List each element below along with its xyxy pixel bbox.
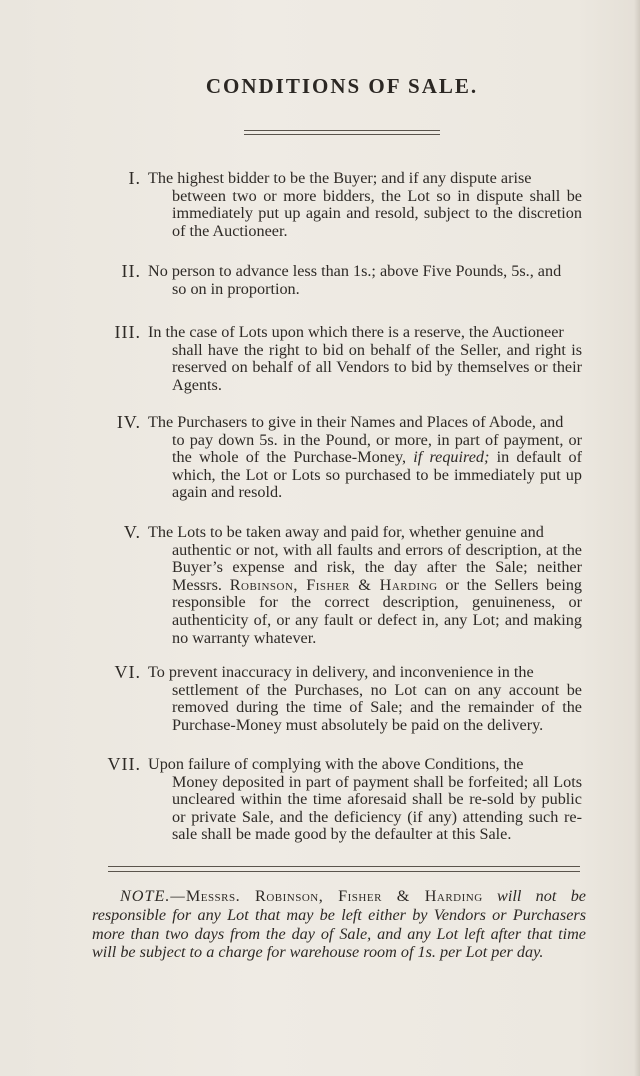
condition-text: [148, 756, 582, 844]
condition-rest: [148, 542, 582, 648]
condition-first-line: In the case of Lots upon which there is a reserve, the Auctioneer: [148, 323, 564, 341]
title-divider: [244, 130, 440, 135]
condition-numeral: I.: [128, 168, 141, 188]
condition-first-line: The Lots to be taken away and paid for, whether genuine and: [148, 523, 544, 541]
condition-rest-part: or the Sellers being responsible for the correct description, genuineness, or authenticity of, or any fault or defect in, any Lot; and making no warranty whatever.: [172, 575, 583, 647]
condition-first-line: Upon failure of complying with the above Conditions, the: [148, 755, 524, 773]
condition-text: [148, 524, 582, 647]
condition-rest: shall have the right to bid on behalf of the Seller, and right is reserved on behalf of all Vendors to bid by themselves or their Agents.: [172, 340, 582, 394]
condition-first-line: No person to advance less than 1s.; above Five Pounds, 5s., and: [148, 262, 562, 280]
page-title: CONDITIONS OF SALE.: [205, 74, 479, 98]
note-firm-names: Messrs. Robinson, Fisher & Harding: [185, 887, 483, 905]
note-body: will not be responsible for any Lot that may be left either by Vendors or Purchasers more than two days from the day of Sale, and any Lot left after that time will be subject to a charge for warehouse room of 1s. per Lot per day.: [92, 887, 586, 962]
condition-text: [148, 170, 582, 240]
condition-rest: so on in proportion.: [172, 279, 300, 298]
condition-rest: Money deposited in part of payment shall be forfeited; all Lots uncleared within the time aforesaid shall be re-sold by public or private Sale, and the deficiency (if any) attending such re-sale shall be made good by the defaulter at this Sale.: [172, 772, 582, 844]
condition-text: [148, 414, 582, 502]
firm-names: Robinson, Fisher & Harding: [229, 575, 438, 594]
condition-first-line: The Purchasers to give in their Names and Places of Abode, and: [148, 413, 564, 431]
note-label: NOTE.—: [120, 887, 186, 905]
condition-rest: settlement of the Purchases, no Lot can on any account be removed during the time of Sale; and the remainder of the Purchase-Money must absolutely be paid on the delivery.: [172, 680, 582, 734]
condition-first-line: The highest bidder to be the Buyer; and if any dispute arise: [148, 169, 532, 187]
note-text: [92, 887, 586, 962]
condition-rest-italic: if required;: [413, 448, 490, 467]
condition-numeral: II.: [121, 261, 141, 281]
condition-rest-part: authentic or not, with all faults and errors of description, at the Buyer’s expense and risk, the day after the Sale; neither Messrs.: [172, 540, 582, 594]
condition-rest: between two or more bidders, the Lot so in dispute shall be immediately put up again and resold, subject to the discretion of the Auctioneer.: [172, 186, 582, 240]
note-paragraph: [92, 887, 586, 962]
condition-text: [148, 324, 582, 394]
condition-numeral: IV.: [116, 412, 141, 432]
condition-rest: [148, 432, 582, 502]
condition-rest-part: in default of which, the Lot or Lots so purchased to be immediately put up again and resold.: [172, 448, 582, 502]
condition-numeral: V.: [123, 522, 141, 542]
condition-first-line: To prevent inaccuracy in delivery, and inconvenience in the: [148, 663, 534, 681]
condition-numeral: VII.: [107, 754, 141, 774]
bottom-divider: [108, 866, 580, 872]
page-edge-shadow: [634, 0, 640, 1076]
condition-numeral: VI.: [114, 662, 141, 682]
condition-text: [148, 664, 582, 734]
condition-text: [148, 263, 582, 298]
condition-numeral: III.: [114, 322, 141, 342]
condition-rest-part: to pay down 5s. in the Pound, or more, in part of payment, or the whole of the Purchase-Money,: [172, 430, 582, 467]
